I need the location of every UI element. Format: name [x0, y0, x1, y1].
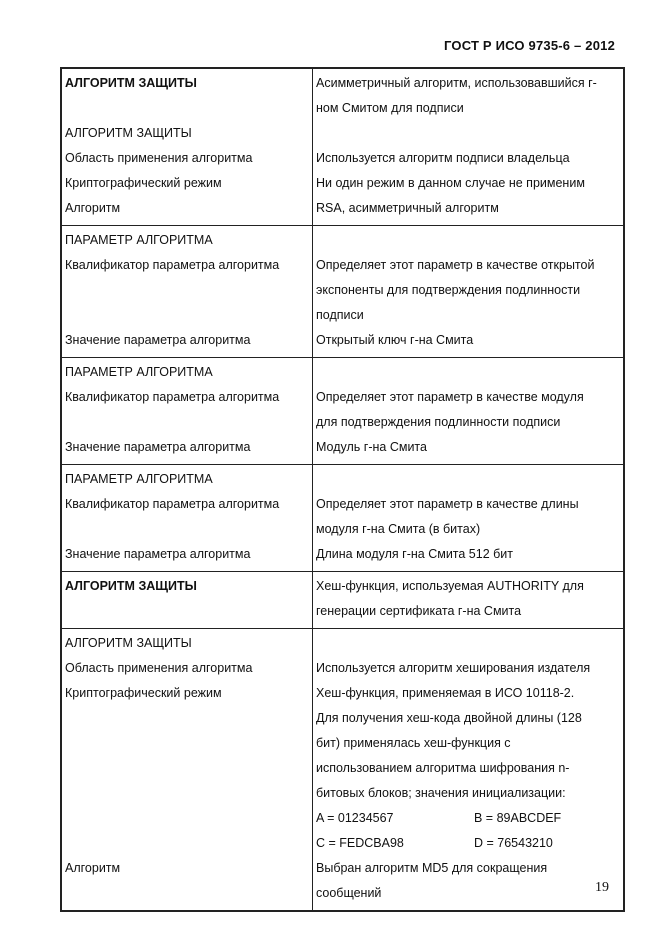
text-line — [65, 781, 309, 806]
text-line: Используется алгоритм хеширования издателя — [316, 661, 591, 675]
table-row — [62, 465, 624, 572]
text-line: генерации сертификата г-на Смита — [316, 604, 522, 618]
text-line: Модуль г-на Смита — [316, 440, 427, 454]
text-line: Квалификатор параметра алгоритма — [65, 258, 280, 272]
text-line: битовых блоков; значения инициализации: — [316, 786, 566, 800]
text-line — [65, 96, 309, 121]
text-line: Значение параметра алгоритма — [65, 440, 251, 454]
text-line: Значение параметра алгоритма — [65, 333, 251, 347]
text-line: Хеш-функция, применяемая в ИСО 10118-2. — [316, 686, 575, 700]
text-line: Криптографический режим — [65, 686, 222, 700]
init-value: D = 76543210 — [474, 836, 553, 850]
field-value-cell — [313, 226, 624, 358]
text-line: Длина модуля г-на Смита 512 бит — [316, 547, 514, 561]
text-line: АЛГОРИТМ ЗАЩИТЫ — [65, 636, 192, 650]
table-body — [62, 69, 624, 911]
text-line: Используется алгоритм подписи владельца — [316, 151, 570, 165]
text-line: Криптографический режим — [65, 176, 222, 190]
text-line — [65, 706, 309, 731]
text-line: Хеш-функция, используемая AUTHORITY для — [316, 579, 584, 593]
text-line — [65, 806, 309, 831]
text-line: Асимметричный алгоритм, использовавшийся г- — [316, 76, 597, 90]
text-line: Область применения алгоритма — [65, 151, 253, 165]
init-value: C = FEDCBA98 — [316, 836, 404, 850]
text-line: подписи — [316, 308, 364, 322]
text-line: АЛГОРИТМ ЗАЩИТЫ — [65, 126, 192, 140]
text-line: Определяет этот параметр в качестве открытой — [316, 258, 595, 272]
text-line: Алгоритм — [65, 861, 121, 875]
field-name-cell — [62, 358, 313, 465]
text-line: использованием алгоритма шифрования n- — [316, 761, 570, 775]
field-name-cell — [62, 69, 313, 226]
text-line: Значение параметра алгоритма — [65, 547, 251, 561]
text-line — [65, 831, 309, 856]
table-row — [62, 69, 624, 226]
text-line — [65, 517, 309, 542]
field-name-cell — [62, 226, 313, 358]
text-line: бит) применялась хеш-функция с — [316, 736, 511, 750]
field-name-cell — [62, 465, 313, 572]
text-line: RSA, асимметричный алгоритм — [316, 201, 499, 215]
text-line: модуля г-на Смита (в битах) — [316, 522, 481, 536]
text-line — [65, 881, 309, 906]
text-line: сообщений — [316, 886, 382, 900]
text-line — [316, 467, 620, 492]
field-value-cell — [313, 69, 624, 226]
field-value-cell — [313, 629, 624, 911]
page-number: 19 — [595, 880, 609, 895]
text-line — [65, 756, 309, 781]
field-name-cell — [62, 572, 313, 629]
section-heading: АЛГОРИТМ ЗАЩИТЫ — [65, 76, 197, 90]
init-value-pair — [316, 806, 620, 831]
text-line: ПАРАМЕТР АЛГОРИТМА — [65, 472, 213, 486]
table-row — [62, 226, 624, 358]
text-line: Область применения алгоритма — [65, 661, 253, 675]
text-line: для подтверждения подлинности подписи — [316, 415, 561, 429]
table-row — [62, 629, 624, 911]
init-value: B = 89ABCDEF — [474, 811, 562, 825]
text-line: ПАРАМЕТР АЛГОРИТМА — [65, 365, 213, 379]
init-value: A = 01234567 — [316, 811, 394, 825]
section-heading: АЛГОРИТМ ЗАЩИТЫ — [65, 579, 197, 593]
text-line: Квалификатор параметра алгоритма — [65, 390, 280, 404]
text-line: экспоненты для подтверждения подлинности — [316, 283, 581, 297]
text-line: Алгоритм — [65, 201, 121, 215]
text-line: Открытый ключ г-на Смита — [316, 333, 474, 347]
text-line — [316, 228, 620, 253]
text-line — [316, 631, 620, 656]
init-value-pair — [316, 831, 620, 856]
text-line: Ни один режим в данном случае не применим — [316, 176, 585, 190]
text-line — [65, 410, 309, 435]
field-value-cell — [313, 358, 624, 465]
text-line: Квалификатор параметра алгоритма — [65, 497, 280, 511]
text-line: Выбран алгоритм MD5 для сокращения — [316, 861, 548, 875]
field-value-cell — [313, 465, 624, 572]
text-line — [65, 731, 309, 756]
text-line: ПАРАМЕТР АЛГОРИТМА — [65, 233, 213, 247]
text-line: Определяет этот параметр в качестве модуля — [316, 390, 584, 404]
table-row — [62, 572, 624, 629]
text-line — [65, 278, 309, 303]
document-header: ГОСТ Р ИСО 9735-6 – 2012 — [444, 38, 615, 53]
text-line — [316, 121, 620, 146]
text-line: Для получения хеш-кода двойной длины (128 — [316, 711, 582, 725]
text-line — [316, 360, 620, 385]
text-line: Определяет этот параметр в качестве длины — [316, 497, 579, 511]
field-value-cell — [313, 572, 624, 629]
field-name-cell — [62, 629, 313, 911]
security-algorithm-table — [61, 68, 624, 911]
text-line — [65, 303, 309, 328]
text-line — [65, 599, 309, 624]
text-line: ном Смитом для подписи — [316, 101, 464, 115]
table-row — [62, 358, 624, 465]
